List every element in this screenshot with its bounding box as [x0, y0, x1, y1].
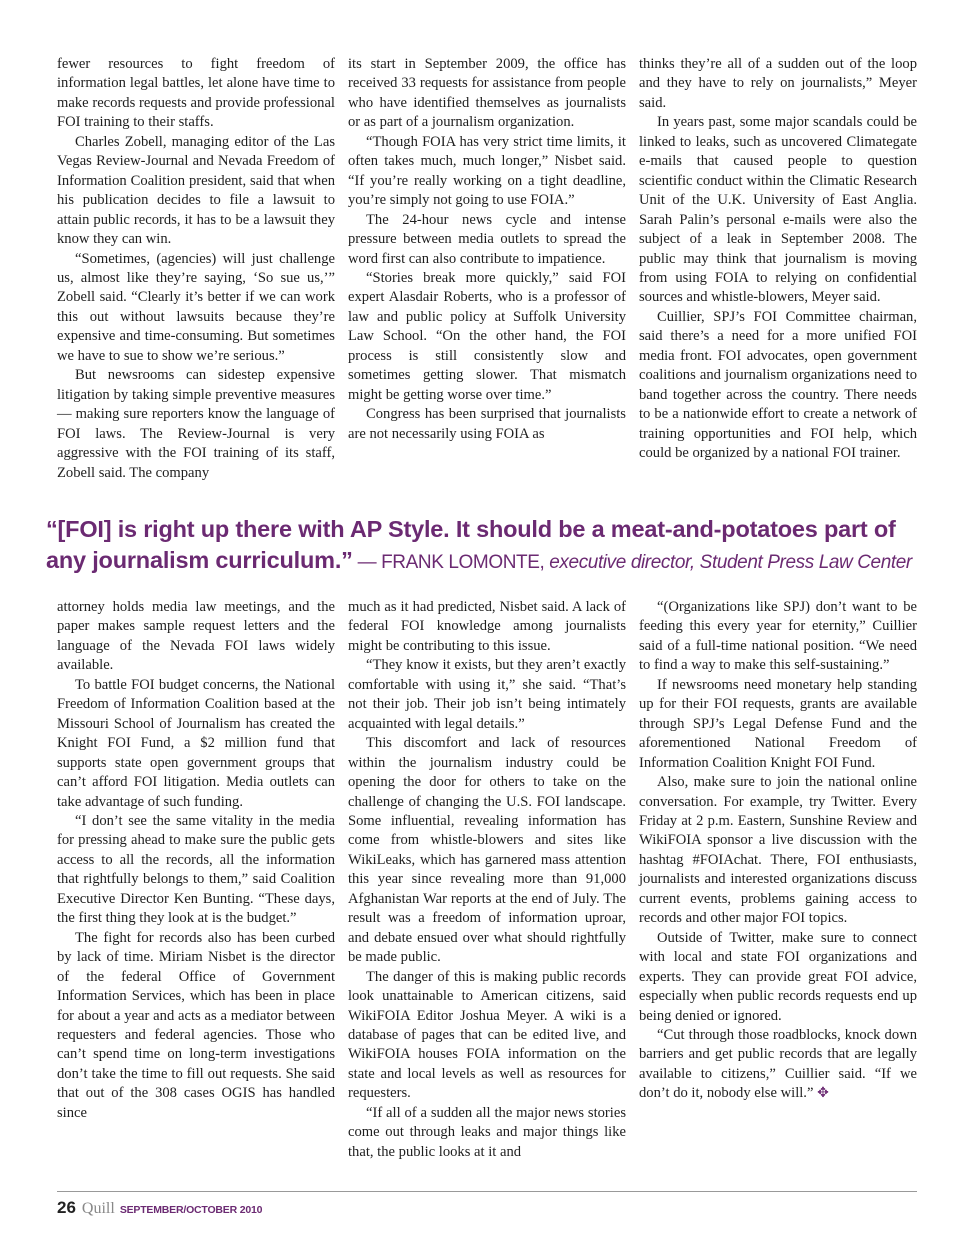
footer: [57, 1198, 262, 1218]
footer-divider: [57, 1191, 917, 1192]
paragraph: “If all of a sudden all the major news stories come out through leaks and major things like that, the public looks at it and: [348, 1104, 626, 1160]
pull-quote-text: “[FOI] is right up there with AP Style. It should be a meat-and-potatoes part of any journalism curriculum.”: [46, 516, 896, 573]
paragraph: If newsrooms need monetary help standing up for their FOI requests, grants are available through SPJ’s Legal Defense Fund and the aforementioned National Freedom of Information Coalition Knight FOI Fund.: [639, 676, 917, 771]
page-number: 26: [57, 1198, 76, 1217]
paragraph: “Stories break more quickly,” said FOI expert Alasdair Roberts, who is a professor of law and public policy at Suffolk University Law School. “On the other hand, the FOI process is still consistently slow and sometimes getting slower. That mismatch might be getting worse over time.”: [348, 269, 626, 403]
top-columns: [57, 55, 917, 483]
bottom-column-1: [57, 598, 335, 1162]
paragraph: Cuillier, SPJ’s FOI Committee chairman, said there’s a need for a more unified FOI media front. FOI advocates, open government coalitions and journalism organizations need to band together across the country. There needs to be a nationwide effort to create a network of training opportunities and FOI help, which could be organized by a national FOI trainer.: [639, 308, 917, 462]
pull-quote-name: FRANK LOMONTE,: [381, 552, 545, 573]
pull-quote-credit: [353, 552, 912, 573]
paragraph: [639, 1026, 917, 1104]
paragraph: Charles Zobell, managing editor of the Las Vegas Review-Journal and Nevada Freedom of Information Coalition president, said that when his publication decides to file a lawsuit to attain public records, it has to be a lawsuit they know they can win.: [57, 133, 335, 248]
end-mark-icon: ✥: [817, 1085, 829, 1102]
top-column-2: [348, 55, 626, 483]
paragraph: “They know it exists, but they aren’t exactly comfortable with using it,” she said. “That’s not their job. Their job isn’t being intimately acquainted with legal details.”: [348, 657, 626, 732]
paragraph: Also, make sure to join the national online conversation. For example, try Twitter. Every Friday at 2 p.m. Eastern, Sunshine Review and WikiFOIA sponsor a live discussion with the hashtag #FOIAchat. There, FOI enthusiasts, journalists and interested organizations discuss current events, problems gaining access to records and other major FOI topics.: [639, 774, 917, 927]
issue-date: SEPTEMBER/OCTOBER 2010: [119, 1204, 263, 1216]
paragraph: Outside of Twitter, make sure to connect with local and state FOI organizations and experts. They can provide great FOI advice, especially when public records requests end up being denied or ignored.: [639, 929, 917, 1024]
paragraph: “(Organizations like SPJ) don’t want to be feeding this every year for eternity,” Cuillier said of a full-time national position. “We need to find a way to make this self-sustaining.”: [639, 599, 917, 674]
paragraph: “I don’t see the same vitality in the media for pressing ahead to make sure the public gets access to all the records, all the information that rightfully belongs to them,” said Coalition Executive Director Ken Bunting. “These days, the first thing they look at is the budget.”: [57, 812, 335, 927]
paragraph: “Though FOIA has very strict time limits, it often takes much, much longer,” Nisbet said. “If you’re really working on a tight deadline, you’re simply not going to use FOIA.”: [348, 133, 626, 209]
paragraph: The 24-hour news cycle and intense pressure between media outlets to spread the word first can also contribute to impatience.: [348, 211, 626, 267]
paragraph: its start in September 2009, the office has received 33 requests for assistance from people who have identified themselves as journalists or as part of a journalism organization.: [348, 56, 626, 131]
pull-quote-role: executive director, Student Press Law Center: [544, 552, 912, 573]
paragraph: The fight for records also has been curbed by lack of time. Miriam Nisbet is the director of the federal Office of Government Information Services, which has been in place for about a year and acts as a mediator between requesters and federal agencies. Those who can’t spend time on long-term investigations don’t take the time to fill out requests. She said that out of the 308 cases OGIS has handled since: [57, 929, 335, 1121]
paragraph: The danger of this is making public records look unattainable to American citizens, said WikiFOIA Editor Joshua Meyer. A wiki is a database of pages that can be edited live, and WikiFOIA houses FOIA information on the state and local levels as well as resources for requesters.: [348, 968, 626, 1102]
paragraph: “Sometimes, (agencies) will just challenge us, almost like they’re saying, ‘So sue us,’” Zobell said. “Clearly it’s better if we can work this out without lawsuits because they’re expensive and time-consuming. But sometimes we have to sue to show we’re serious.”: [57, 250, 335, 364]
paragraph: much as it had predicted, Nisbet said. A lack of federal FOI knowledge among journalists might be contributing to this issue.: [348, 599, 626, 654]
paragraph: This discomfort and lack of resources within the journalism industry could be opening the door for others to take on the challenge of changing the U.S. FOI landscape. Some influential, revealing information has come from whistle-blowers and sites like WikiLeaks, which has garnered mass attention this year since revealing more than 91,000 Afghanistan War reports at the end of July. The result was a freedom of information uproar, and debate ensued over what should rightfully be made public.: [348, 735, 626, 966]
bottom-columns: [57, 598, 917, 1162]
paragraph: But newsrooms can sidestep expensive litigation by taking simple preventive measures — making sure reporters know the language of FOI laws. The Review-Journal is very aggressive with the FOI training of its staff, Zobell said. The company: [57, 367, 335, 481]
paragraph: attorney holds media law meetings, and the paper makes sample request letters and the language of the Nevada FOI laws widely available.: [57, 599, 335, 674]
bottom-column-2: [348, 598, 626, 1162]
top-column-1: [57, 55, 335, 483]
paragraph: fewer resources to fight freedom of information legal battles, let alone have time to make records requests and provide professional FOI training to their staffs.: [57, 56, 335, 131]
pull-quote-dash: —: [352, 552, 382, 573]
bottom-column-3: [639, 598, 917, 1162]
paragraph: In years past, some major scandals could be linked to leaks, such as uncovered Climategate e-mails that caused people to question scientific conduct within the Climatic Research Unit of the U.K. University of East Anglia. Sarah Palin’s personal e-mails were also the subject of a leak in September 2008. The public may think that journalism is moving from using FOIA to relying on confidential sources and whistle-blowers, Meyer said.: [639, 114, 917, 306]
top-column-3: [639, 55, 917, 483]
paragraph: To battle FOI budget concerns, the National Freedom of Information Coalition based at the Missouri School of Journalism has created the Knight FOI Fund, a $2 million fund that supports state open government groups that can’t afford FOI litigation. Media outlets can take advantage of such funding.: [57, 676, 335, 810]
paragraph: Congress has been surprised that journalists are not necessarily using FOIA as: [348, 406, 626, 442]
pull-quote: [46, 514, 926, 578]
paragraph: thinks they’re all of a sudden out of the loop and they have to rely on journalists,” Meyer said.: [639, 56, 917, 111]
paragraph-text: “Cut through those roadblocks, knock down barriers and get public records that are legally available to citizens,” Cuillier said. “If we don’t do it, nobody else will.”: [639, 1026, 917, 1102]
publication-name: Quill: [81, 1200, 115, 1217]
